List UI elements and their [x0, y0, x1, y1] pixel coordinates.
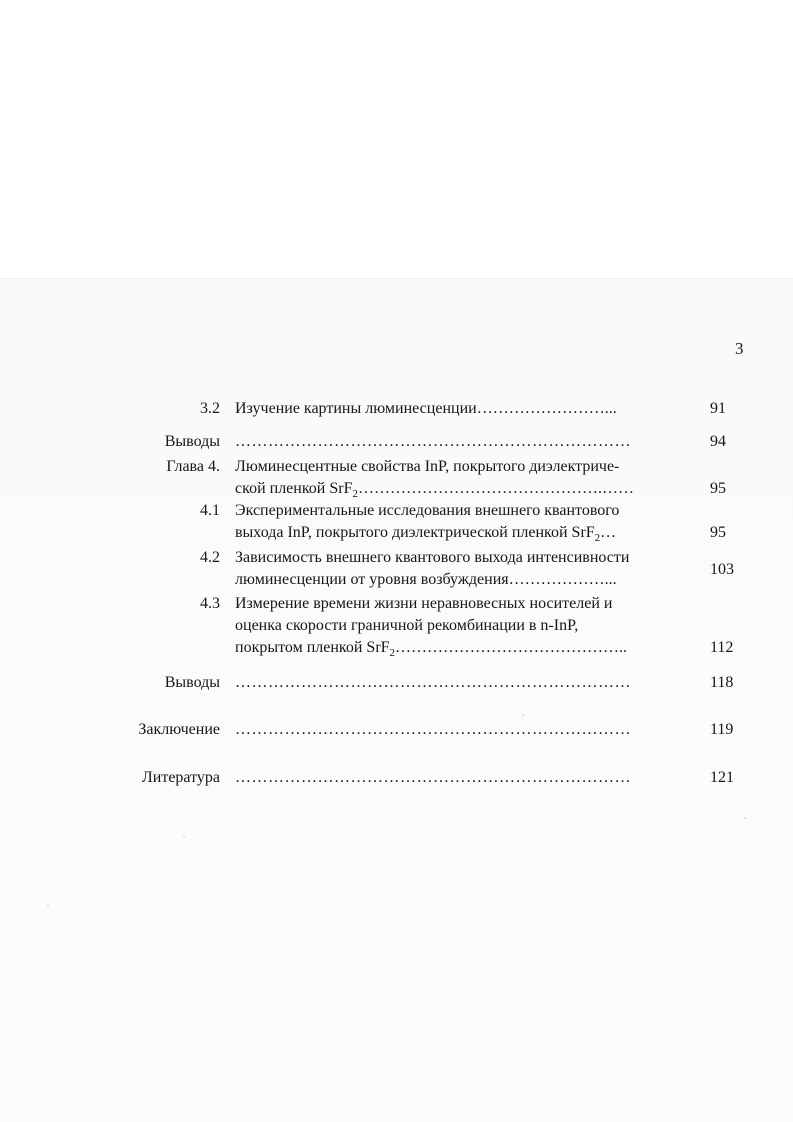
toc-entry-title-line: Измерение времени жизни неравновесных носителей и [235, 595, 613, 612]
toc-entry-title [235, 547, 697, 591]
toc-entry-title [235, 593, 697, 659]
scan-speck [744, 817, 746, 819]
toc-entry-page: 118 [710, 674, 734, 691]
toc-entry-page: 112 [710, 639, 734, 656]
toc-entry-number: 4.2 [200, 549, 220, 566]
toc-entry-number: 4.1 [200, 502, 220, 519]
toc-leader-dots: ……………………………………………………………… [235, 433, 631, 450]
toc-entry-number: Выводы [164, 433, 220, 450]
toc-entry-number: Глава 4. [166, 458, 220, 475]
toc-entry-title-line: оценка скорости граничной рекомбинации в n-InP, [235, 617, 579, 634]
toc-entry-title-line: выхода InP, покрытого диэлектрической пленкой SrF$_2$… [235, 524, 617, 544]
toc-entry-page: 103 [710, 561, 734, 578]
page-number: 3 [735, 339, 744, 358]
toc-entry-page: 119 [710, 721, 734, 738]
toc-entry-title-line: Экспериментальные исследования внешнего квантового [235, 502, 620, 519]
scan-edge-line [0, 278, 793, 279]
toc-entry-page: 91 [710, 400, 726, 417]
toc-entry-number: 4.3 [200, 595, 220, 612]
scan-speck [47, 905, 49, 907]
toc-entry-title-line: Люминесцентные свойства InP, покрытого диэлектриче- [235, 458, 620, 475]
toc-entry-title [235, 500, 697, 544]
toc-entry-page: 121 [710, 769, 734, 786]
toc-entry-title [235, 456, 697, 500]
toc-entry-page: 95 [710, 480, 726, 497]
toc-entry-number: Литература [141, 769, 220, 786]
scan-speck [522, 714, 524, 716]
toc-entry-title-line: ской пленкой SrF$_2$……………………………………….…… [235, 480, 634, 500]
toc-entry-title-line: Изучение картины люминесценции……………………... [235, 400, 617, 417]
toc-entry-title-line: покрытом пленкой SrF$_2$…………………………………….. [235, 639, 628, 659]
toc-leader-dots: ……………………………………………………………… [235, 769, 631, 786]
toc-entry-number: Заключение [138, 721, 220, 738]
toc-entry-title [235, 398, 697, 420]
toc-entry-page: 94 [710, 433, 726, 450]
toc-leader-dots: ……………………………………………………………… [235, 674, 631, 691]
toc-entry-title-line: люминесценции от уровня возбуждения………………... [235, 571, 617, 588]
toc-leader-dots: ……………………………………………………………… [235, 721, 631, 738]
toc-entry-title-line: Зависимость внешнего квантового выхода интенсивности [235, 549, 630, 566]
toc-entry-page: 95 [710, 524, 726, 541]
toc-entry-number: Выводы [164, 674, 220, 691]
toc-entry-number: 3.2 [200, 400, 220, 417]
scan-speck [183, 836, 185, 838]
